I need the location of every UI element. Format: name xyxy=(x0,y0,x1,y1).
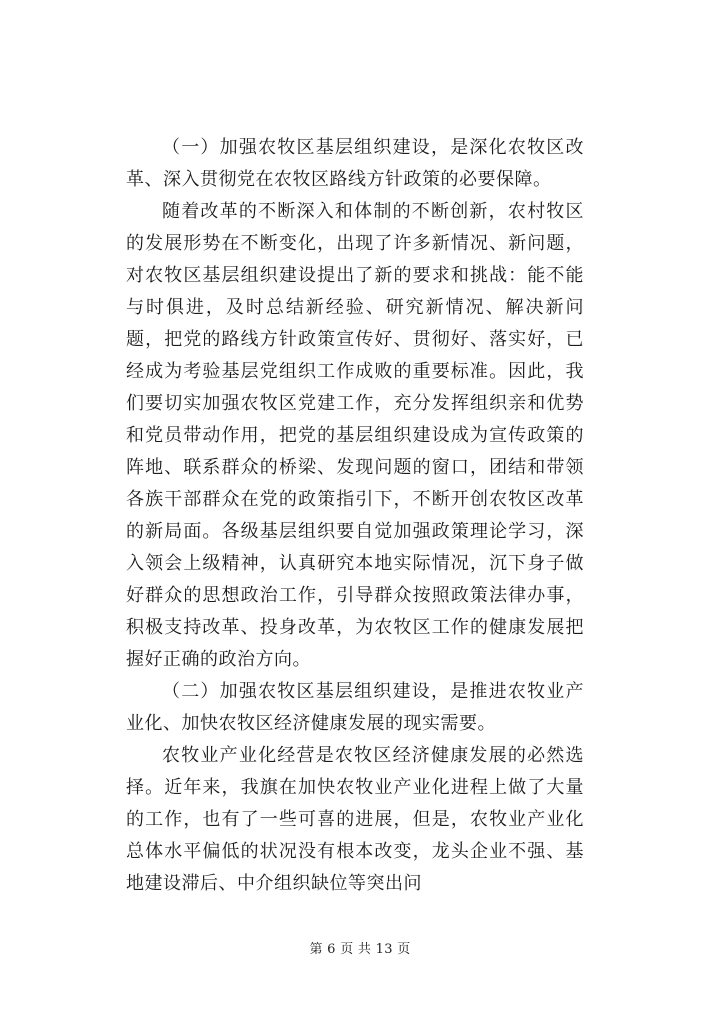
document-body xyxy=(126,132,584,900)
body-paragraph-1: 随着改革的不断深入和体制的不断创新，农村牧区的发展形势在不断变化，出现了许多新情况、新问题，对农牧区基层组织建设提出了新的要求和挑战：能不能与时俱进，及时总结新经验、研究新情况、解决新问题，把党的路线方针政策宣传好、贯彻好、落实好，已经成为考验基层党组织工作成败的重要标准。因此，我们要切实加强农牧区党建工作，充分发挥组织亲和优势和党员带动作用，把党的基层组织建设成为宣传政策的阵地、联系群众的桥梁、发现问题的窗口，团结和带领各族干部群众在党的政策指引下，不断开创农牧区改革的新局面。各级基层组织要自觉加强政策理论学习，深入领会上级精神，认真研究本地实际情况，沉下身子做好群众的思想政治工作，引导群众按照政策法律办事，积极支持改革、投身改革，为农牧区工作的健康发展把握好正确的政治方向。 xyxy=(126,201,584,670)
page-number-footer: 第 6 页 共 13 页 xyxy=(309,942,411,957)
section-heading-1: （一）加强农牧区基层组织建设，是深化农牧区改革、深入贯彻党在农牧区路线方针政策的必要保障。 xyxy=(126,137,584,190)
body-paragraph-2: 农牧业产业化经营是农牧区经济健康发展的必然选择。近年来，我旗在加快农牧业产业化进程上做了大量的工作，也有了一些可喜的进展，但是，农牧业产业化总体水平偏低的状况没有根本改变，龙头企业不强、基地建设滞后、中介组织缺位等突出问 xyxy=(126,745,584,894)
section-heading-2: （二）加强农牧区基层组织建设，是推进农牧业产业化、加快农牧区经济健康发展的现实需要。 xyxy=(126,681,584,734)
